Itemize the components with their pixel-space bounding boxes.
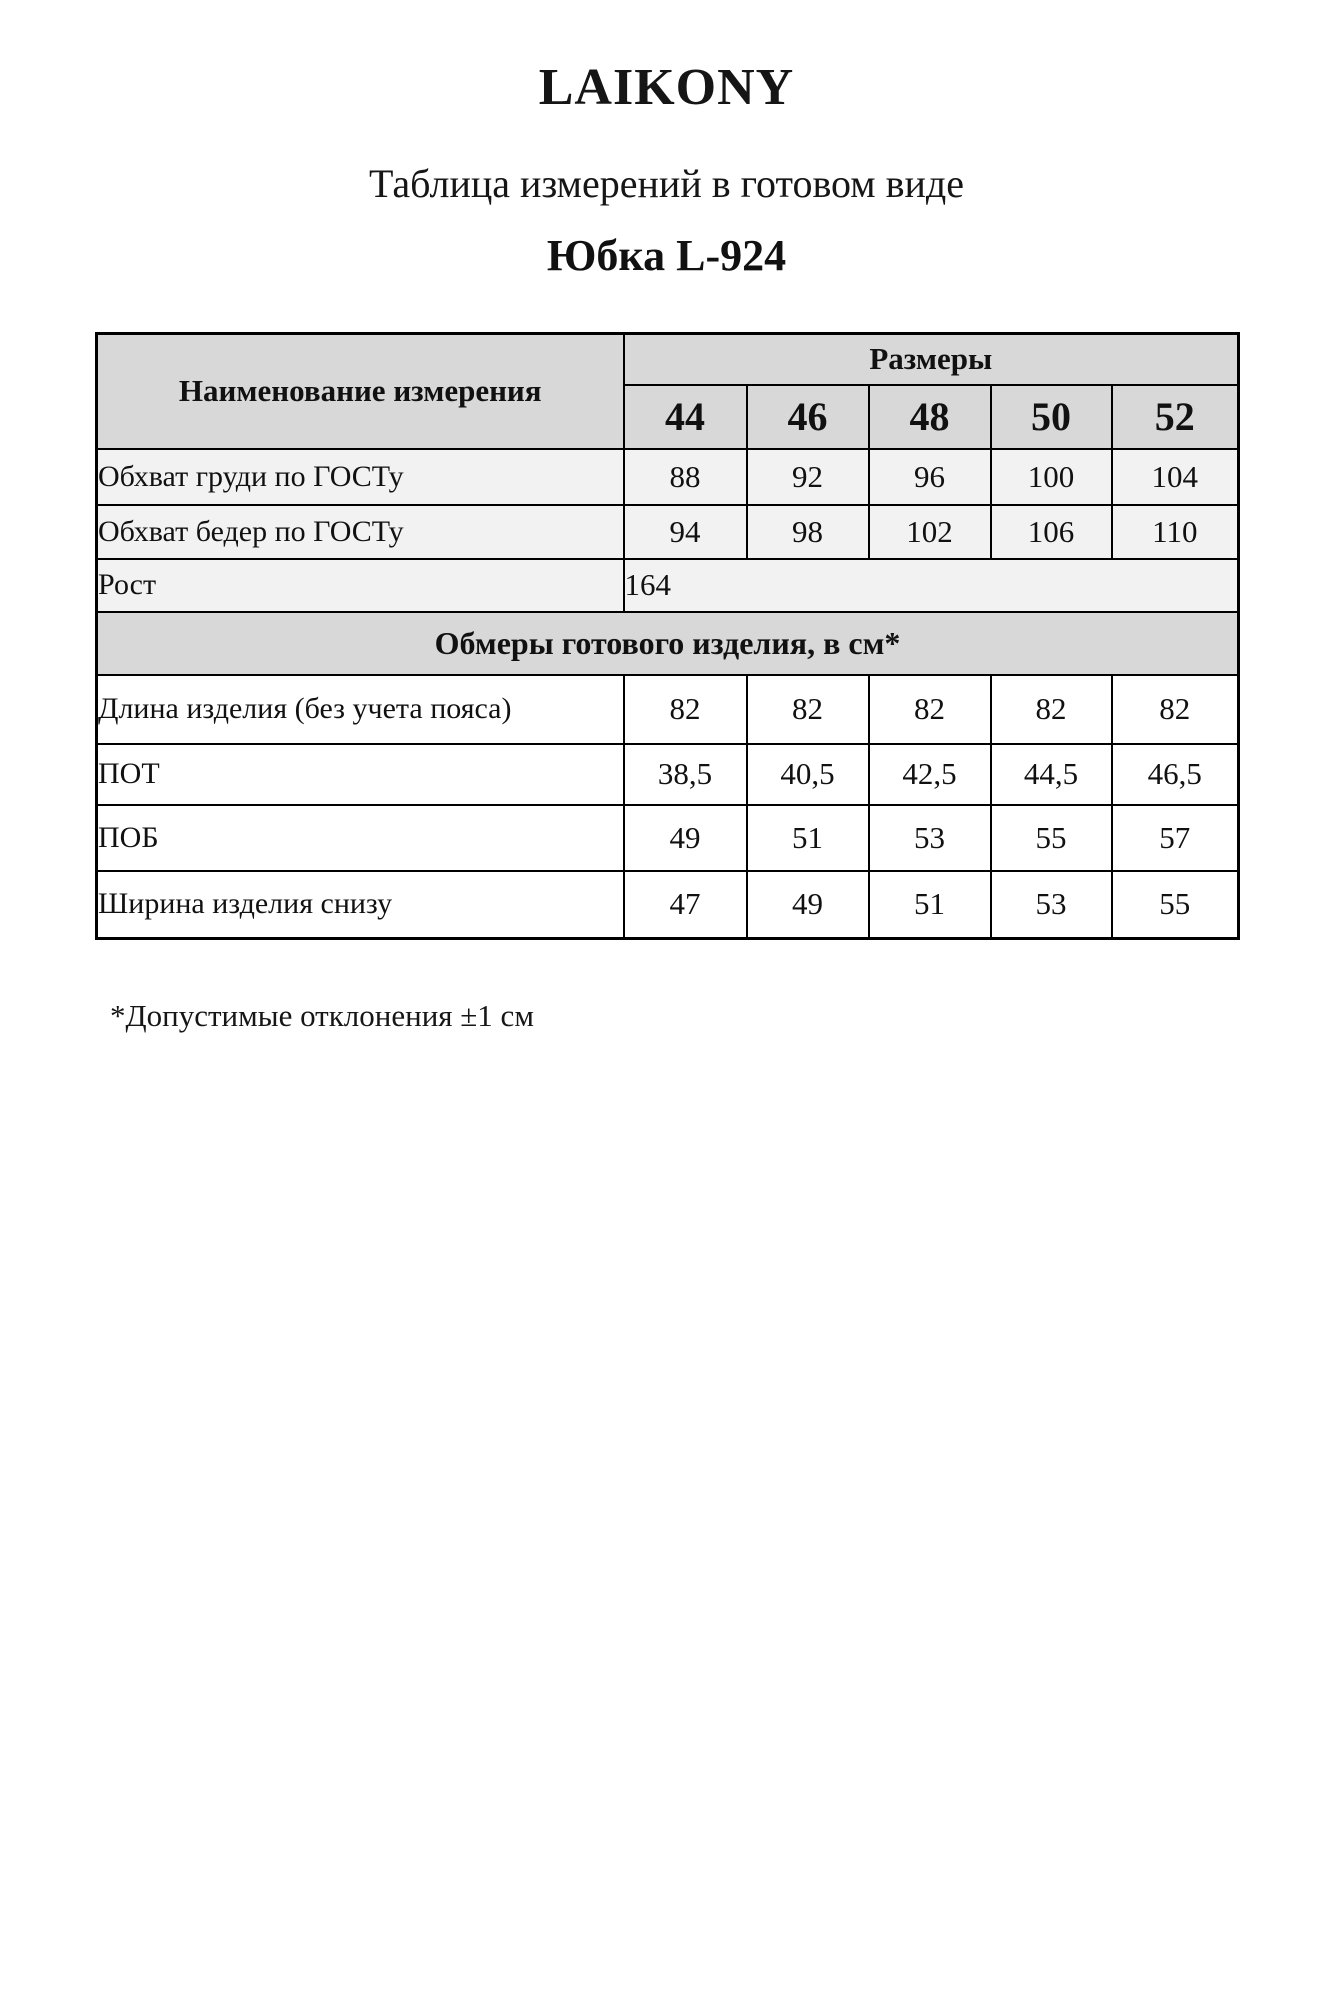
value-cell: 49 <box>747 871 869 939</box>
value-cell: 38,5 <box>624 744 747 805</box>
table-row-hips-gost <box>97 505 1239 559</box>
row-label: ПОТ <box>97 744 624 805</box>
value-cell: 51 <box>747 805 869 871</box>
value-cell: 82 <box>1112 675 1239 744</box>
value-cell: 82 <box>869 675 991 744</box>
section-header: Обмеры готового изделия, в см* <box>97 612 1239 675</box>
value-cell: 55 <box>991 805 1112 871</box>
table-row-pot <box>97 744 1239 805</box>
document-subtitle: Таблица измерений в готовом виде <box>368 161 965 206</box>
table-row-chest-gost <box>97 449 1239 505</box>
table-row-height <box>97 559 1239 612</box>
value-cell: 104 <box>1112 449 1239 505</box>
column-header-sizes: Размеры <box>624 334 1239 385</box>
value-cell: 53 <box>869 805 991 871</box>
row-label: Ширина изделия снизу <box>97 871 624 939</box>
value-cell: 42,5 <box>869 744 991 805</box>
value-cell: 53 <box>991 871 1112 939</box>
value-cell: 96 <box>869 449 991 505</box>
value-cell: 49 <box>624 805 747 871</box>
value-cell: 92 <box>747 449 869 505</box>
value-cell: 94 <box>624 505 747 559</box>
footnote: *Допустимые отклонения ±1 см <box>110 998 534 1033</box>
table-row-bottom-width <box>97 871 1239 939</box>
table-row-pob <box>97 805 1239 871</box>
table-header-row-sizes-label <box>97 334 1239 385</box>
value-cell: 82 <box>747 675 869 744</box>
table-row-length <box>97 675 1239 744</box>
value-cell: 98 <box>747 505 869 559</box>
value-cell: 44,5 <box>991 744 1112 805</box>
size-column-header-46: 46 <box>747 385 869 449</box>
value-cell: 51 <box>869 871 991 939</box>
measurements-table <box>95 332 1240 940</box>
row-label: ПОБ <box>97 805 624 871</box>
row-label: Длина изделия (без учета пояса) <box>97 675 624 744</box>
row-label: Рост <box>97 559 624 612</box>
value-cell: 40,5 <box>747 744 869 805</box>
value-cell: 110 <box>1112 505 1239 559</box>
value-cell: 46,5 <box>1112 744 1239 805</box>
row-label: Обхват бедер по ГОСТу <box>97 505 624 559</box>
size-column-header-50: 50 <box>991 385 1112 449</box>
brand-title: LAIKONY <box>538 59 795 116</box>
value-cell: 82 <box>991 675 1112 744</box>
table-section-header-row <box>97 612 1239 675</box>
product-title: Юбка L-924 <box>546 231 787 280</box>
value-cell: 100 <box>991 449 1112 505</box>
value-cell: 102 <box>869 505 991 559</box>
column-header-measurement-name: Наименование измерения <box>97 334 624 449</box>
value-cell-merged: 164 <box>624 559 1239 612</box>
value-cell: 55 <box>1112 871 1239 939</box>
size-column-header-44: 44 <box>624 385 747 449</box>
value-cell: 82 <box>624 675 747 744</box>
size-column-header-48: 48 <box>869 385 991 449</box>
row-label: Обхват груди по ГОСТу <box>97 449 624 505</box>
value-cell: 88 <box>624 449 747 505</box>
value-cell: 106 <box>991 505 1112 559</box>
value-cell: 47 <box>624 871 747 939</box>
value-cell: 57 <box>1112 805 1239 871</box>
size-column-header-52: 52 <box>1112 385 1239 449</box>
